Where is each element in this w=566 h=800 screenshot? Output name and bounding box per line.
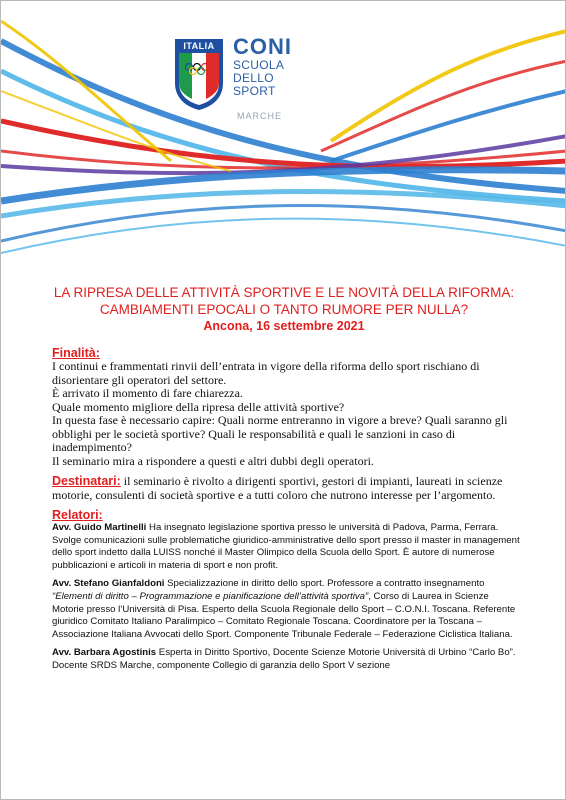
finalita-line: In questa fase è necessario capire: Quali norme entreranno in vigore a breve? Quali saranno gli obblighi per le società sportive? Quali le responsabilità e quali le sanzioni in caso di inadempimento? <box>52 413 508 454</box>
speaker-text: , Corso di Laurea in Scienze Motorie presso l’Università di Pisa. Esperto della Scuola Regionale dello Sport – C.O.N.I. Toscana. Referente giuridico Comitato Italiano Paralimpico – Comitato Regionale Toscana. Coordinatore per la Toscana – Associazione Italiana Avvocati dello Sport. Componente Tribunale Federale – Federazione Ciclistica Italiana. <box>52 590 516 640</box>
speaker-text: Ha insegnato legislazione sportiva presso le università di Padova, Parma, Ferrara. Svolge comunicazioni sulle problematiche giuridico-amministrative dello sport presso il master in management dello sport indetto dalla LUISS nonché il Master Olimpico della Scuola dello Sport. È autore di numerose pubblicazioni e articoli in materia di sport e non profit. <box>52 522 520 571</box>
document-body <box>52 346 520 679</box>
speaker-course-title: “Elementi di diritto – Programmazione e pianificazione dell’attività sportiva” <box>52 590 369 602</box>
finalita-line: È arrivato il momento di fare chiarezza. <box>52 386 243 400</box>
finalita-line: Quale momento migliore della ripresa delle attività sportive? <box>52 399 345 414</box>
finalita-line: I continui e frammentati rinvii dell’entrata in vigore della riforma dello sport rischiano di disorientare gli operatori del settore. <box>52 359 480 387</box>
brand-sub-1: SCUOLA <box>233 58 285 72</box>
event-place-date: Ancona, 16 settembre 2021 <box>203 319 365 333</box>
finalita-line: Il seminario mira a rispondere a questi e altri dubbi degli operatori. <box>52 453 374 468</box>
speaker-name: Avv. Stefano Gianfaldoni <box>52 578 165 590</box>
speaker-bio <box>52 578 520 641</box>
brand-name: CONI <box>233 34 292 59</box>
shield-label: ITALIA <box>183 41 215 51</box>
brand-text <box>233 35 292 98</box>
region-label: MARCHE <box>237 111 283 121</box>
relatori-section <box>52 508 520 673</box>
speaker-bio <box>52 522 520 572</box>
brand-sub-2: DELLO SPORT <box>233 71 276 98</box>
speaker-bio <box>52 647 520 672</box>
speaker-text: Specializzazione in diritto dello sport. Professore a contratto insegnamento <box>164 578 485 590</box>
finalita-heading: Finalità: <box>52 346 100 360</box>
finalita-text <box>52 360 520 468</box>
destinatari-paragraph <box>52 474 520 502</box>
destinatari-text: il seminario è rivolto a dirigenti sportivi, gestori di impianti, laureati in scienze motorie, consulenti di società sportive e a tutti coloro che nutrono interesse per l’argomento. <box>52 474 503 502</box>
speaker-name: Avv. Barbara Agostinis <box>52 647 157 659</box>
speaker-text: Esperta in Diritto Sportivo, Docente Scienze Motorie Università di Urbino “Carlo Bo”. Docente SRDS Marche, componente Collegio di garanzia dello Sport V sezione <box>52 647 516 671</box>
event-title-line-1: LA RIPRESA DELLE ATTIVITÀ SPORTIVE E LE NOVITÀ DELLA RIFORMA: <box>53 285 515 300</box>
event-title-line-2: CAMBIAMENTI EPOCALI O TANTO RUMORE PER NULLA? <box>99 302 469 317</box>
destinatari-heading: Destinatari: <box>52 474 121 488</box>
speaker-name: Avv. Guido Martinelli <box>52 522 147 533</box>
relatori-heading: Relatori: <box>52 508 103 522</box>
